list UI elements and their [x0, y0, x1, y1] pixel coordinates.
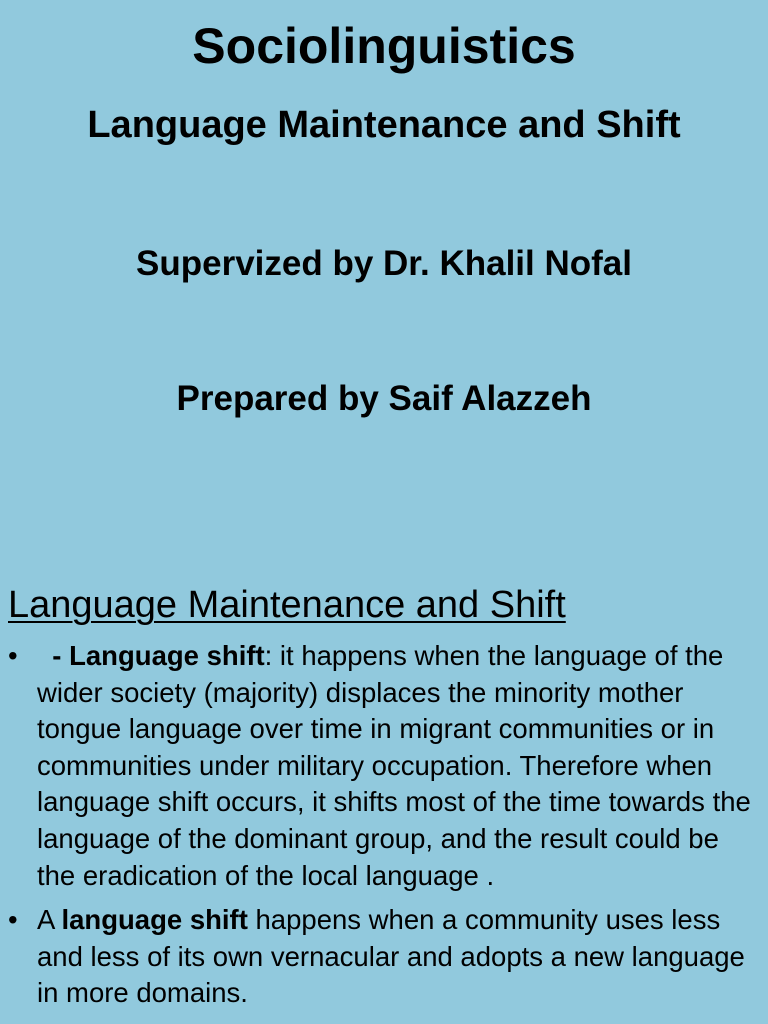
bullet-text: happens when a community uses less and less of its own vernacular and adopts a new language in more domains.	[37, 904, 745, 1009]
bullet-term: Language shift	[69, 640, 265, 671]
bullet-list	[0, 638, 768, 1012]
bullet-lead-text: -	[37, 640, 70, 671]
bullet-item	[0, 638, 768, 894]
bullet-text: : it happens when the language of the wider society (majority) displaces the minority mother tongue language over time in migrant communities or in communities under military occupation. Therefore when language shift occurs, it shifts most of the time towards the language of the dominant group, and the result could be the eradication of the local language .	[37, 640, 751, 891]
presentation-subtitle: Language Maintenance and Shift	[87, 104, 681, 146]
presentation-title: Sociolinguistics	[192, 18, 576, 74]
bullet-term: language shift	[61, 904, 248, 936]
bullet-icon: •	[8, 904, 18, 936]
slide-heading: Language Maintenance and Shift	[8, 584, 566, 626]
bullet-icon: •	[8, 640, 18, 671]
bullet-item	[0, 902, 768, 1012]
preparer-line: Prepared by Saif Alazzeh	[176, 379, 592, 418]
bullet-lead-text: A	[37, 904, 62, 936]
supervisor-line: Supervized by Dr. Khalil Nofal	[136, 244, 632, 283]
content-slide	[0, 560, 768, 1024]
